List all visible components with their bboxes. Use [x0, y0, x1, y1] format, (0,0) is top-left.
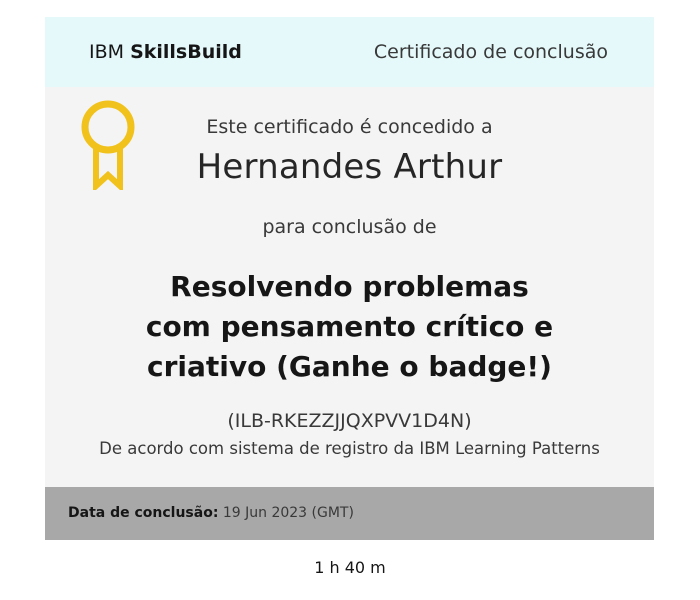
certificate-footer — [45, 487, 654, 540]
awarded-intro-text: Este certificado é concedido a — [206, 116, 493, 138]
brand-logo — [89, 40, 242, 64]
course-title-line: criativo (Ganhe o badge!) — [147, 350, 552, 383]
course-duration: 1 h 40 m — [314, 558, 386, 577]
completion-intro-text: para conclusão de — [262, 216, 437, 238]
brand-product: SkillsBuild — [130, 41, 242, 63]
certificate-header — [45, 17, 654, 87]
certificate-type-title: Certificado de conclusão — [373, 41, 608, 63]
recipient-name: Hernandes Arthur — [196, 147, 503, 187]
course-title-line: com pensamento crítico e — [145, 310, 554, 343]
registry-note: De acordo com sistema de registro da IBM Learning Patterns — [99, 439, 600, 458]
completion-date-label: Data de conclusão: — [68, 505, 219, 521]
certificate-card — [45, 17, 654, 540]
course-title — [45, 267, 654, 387]
brand-company: IBM — [89, 41, 125, 63]
credential-id: (ILB-RKEZZJJQXPVV1D4N) — [227, 410, 472, 432]
completion-date-value: 19 Jun 2023 (GMT) — [222, 505, 354, 521]
course-title-line: Resolvendo problemas — [170, 270, 529, 303]
completion-date — [68, 503, 354, 523]
